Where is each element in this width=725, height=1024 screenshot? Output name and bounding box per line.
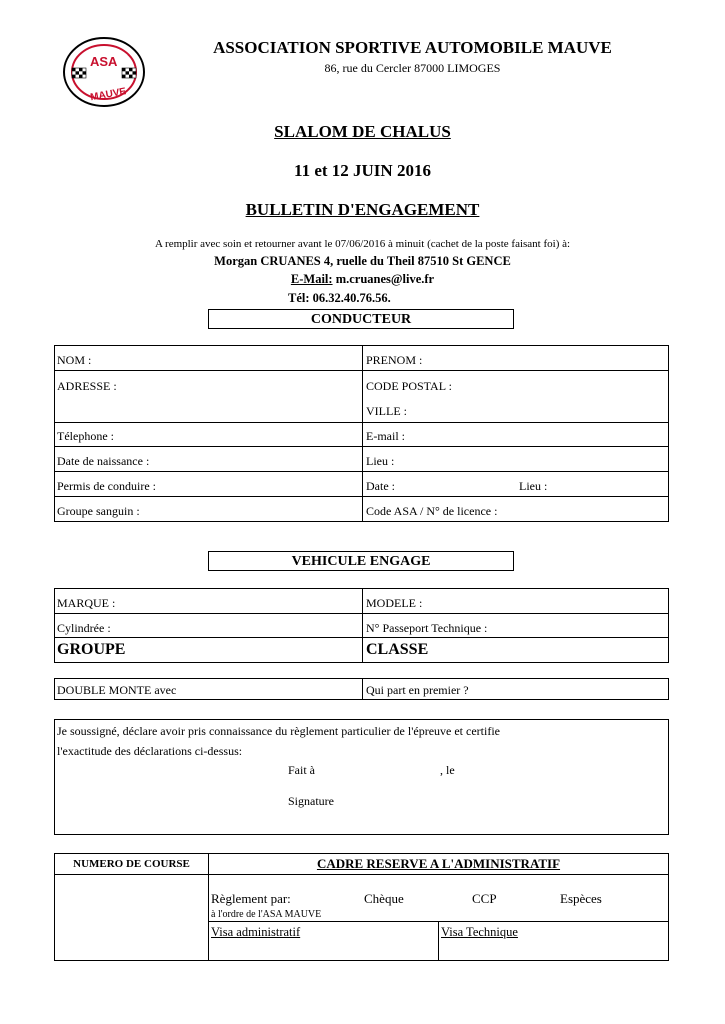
event-title: SLALOM DE CHALUS bbox=[274, 122, 451, 141]
numero-course-label: NUMERO DE COURSE bbox=[73, 858, 190, 870]
association-name: ASSOCIATION SPORTIVE AUTOMOBILE MAUVE bbox=[213, 38, 612, 57]
double-monte-field[interactable]: DOUBLE MONTE avec bbox=[57, 683, 177, 697]
marque-field[interactable]: MARQUE : bbox=[57, 596, 116, 610]
instructions-text: A remplir avec soin et retourner avant le 07/06/2016 à minuit (cachet de la poste faisant foi) à: bbox=[154, 238, 571, 250]
admin-table bbox=[54, 853, 669, 961]
permis-field[interactable]: Permis de conduire : bbox=[57, 479, 156, 493]
date-le-field[interactable]: , le bbox=[440, 763, 455, 777]
ville-field[interactable]: VILLE : bbox=[366, 404, 407, 418]
telephone-field[interactable]: Télephone : bbox=[57, 429, 114, 443]
modele-field[interactable]: MODELE : bbox=[366, 596, 423, 610]
cadre-administratif-label: CADRE RESERVE A L'ADMINISTRATIF bbox=[316, 856, 561, 871]
association-address: 86, rue du Cercler 87000 LIMOGES bbox=[324, 61, 501, 75]
cylindree-field[interactable]: Cylindrée : bbox=[57, 621, 111, 635]
lieu-naissance-field[interactable]: Lieu : bbox=[366, 454, 395, 468]
classe-field[interactable]: CLASSE bbox=[366, 641, 429, 658]
code-postal-field[interactable]: CODE POSTAL : bbox=[366, 379, 452, 393]
prenom-field[interactable]: PRENOM : bbox=[366, 353, 423, 367]
declaration-box bbox=[54, 719, 669, 835]
permis-date-field[interactable]: Date : bbox=[366, 479, 395, 493]
vehicle-section-title: VEHICULE ENGAGE bbox=[208, 551, 514, 571]
driver-section-title: CONDUCTEUR bbox=[208, 309, 514, 329]
asa-mauve-logo bbox=[62, 36, 146, 108]
double-monte-table bbox=[54, 678, 669, 700]
reglement-label: Règlement par: bbox=[211, 891, 291, 906]
email-field[interactable]: E-mail : bbox=[366, 429, 405, 443]
email-label: E-Mail: bbox=[290, 272, 333, 286]
event-dates: 11 et 12 JUIN 2016 bbox=[294, 161, 431, 180]
vehicle-table bbox=[54, 588, 669, 663]
email-value: m.cruanes@live.fr bbox=[332, 272, 435, 286]
payment-cheque-option[interactable]: Chèque bbox=[364, 891, 404, 906]
form-title: BULLETIN D'ENGAGEMENT bbox=[245, 200, 480, 219]
visa-technique-field[interactable]: Visa Technique bbox=[441, 925, 518, 939]
declaration-line-2: l'exactitude des déclarations ci-dessus: bbox=[57, 744, 243, 758]
passeport-field[interactable]: N° Passeport Technique : bbox=[366, 621, 488, 635]
ordre-label: à l'ordre de l'ASA MAUVE bbox=[211, 909, 322, 920]
date-naissance-field[interactable]: Date de naissance : bbox=[57, 454, 150, 468]
groupe-field[interactable]: GROUPE bbox=[57, 641, 126, 658]
declaration-line-1: Je soussigné, déclare avoir pris connaissance du règlement particulier de l'épreuve et certifie bbox=[57, 724, 500, 738]
contact-address: Morgan CRUANES 4, ruelle du Theil 87510 St GENCE bbox=[214, 254, 511, 268]
contact-phone: Tél: 06.32.40.76.56. bbox=[288, 291, 391, 305]
signature-field[interactable]: Signature bbox=[288, 794, 334, 808]
logo-text-asa: ASA bbox=[90, 54, 118, 69]
nom-field[interactable]: NOM : bbox=[57, 353, 92, 367]
code-asa-field[interactable]: Code ASA / N° de licence : bbox=[366, 504, 498, 518]
logo-text-mauve: MAUVE bbox=[89, 86, 128, 104]
driver-table bbox=[54, 345, 669, 522]
fait-a-field[interactable]: Fait à bbox=[288, 763, 315, 777]
qui-part-field[interactable]: Qui part en premier ? bbox=[366, 683, 469, 697]
adresse-field[interactable]: ADRESSE : bbox=[57, 379, 117, 393]
visa-administratif-field[interactable]: Visa administratif bbox=[211, 925, 301, 939]
payment-ccp-option[interactable]: CCP bbox=[472, 891, 497, 906]
payment-especes-option[interactable]: Espèces bbox=[560, 891, 602, 906]
contact-email bbox=[0, 272, 725, 287]
permis-lieu-field[interactable]: Lieu : bbox=[519, 479, 548, 493]
groupe-sanguin-field[interactable]: Groupe sanguin : bbox=[57, 504, 140, 518]
